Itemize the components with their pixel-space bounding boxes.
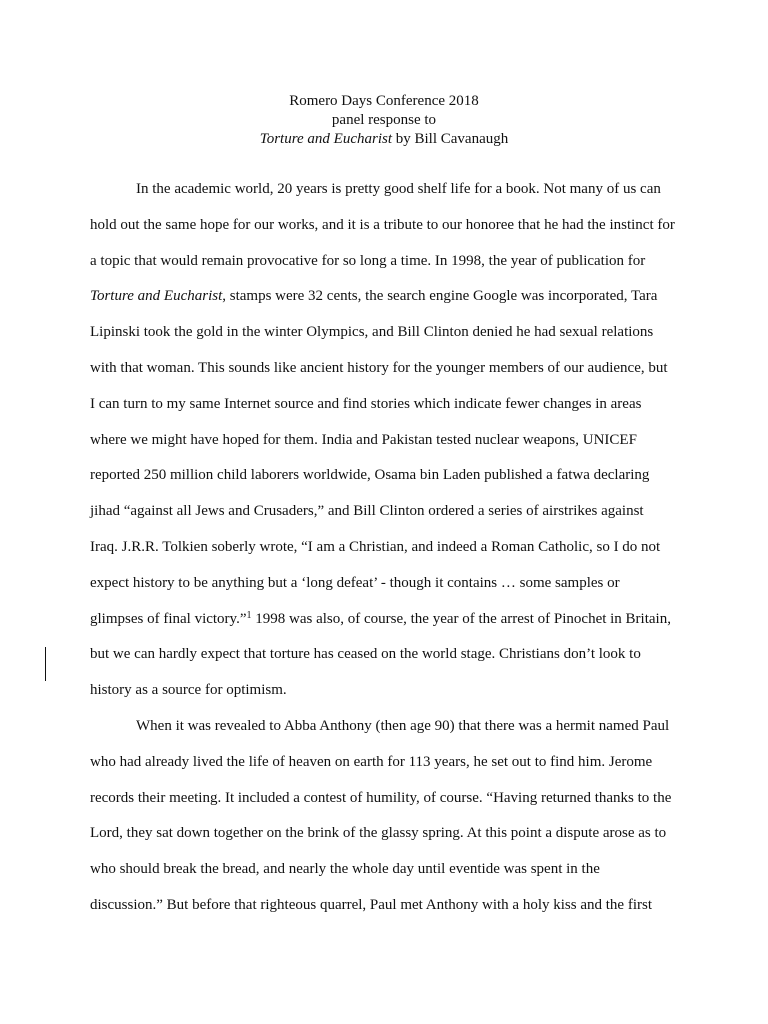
paragraph-line: discussion.” But before that righteous quarrel, Paul met Anthony with a holy kiss and the first: [90, 896, 652, 913]
paragraph-line: who should break the bread, and nearly the whole day until eventide was spent in the: [90, 861, 600, 878]
paragraph-line: reported 250 million child laborers worldwide, Osama bin Laden published a fatwa declaring: [90, 467, 650, 484]
text-cursor: [45, 647, 46, 681]
paragraph-line: Iraq. J.R.R. Tolkien soberly wrote, “I am a Christian, and indeed a Roman Catholic, so I do not: [90, 538, 661, 555]
book-author: by Bill Cavanaugh: [392, 131, 509, 147]
paragraph-line: hold out the same hope for our works, and it is a tribute to our honoree that he had the instinct for: [90, 216, 675, 233]
paragraph-text: 1998 was also, of course, the year of the arrest of Pinochet in Britain,: [251, 610, 671, 627]
paragraph-line: but we can hardly expect that torture has ceased on the world stage. Christians don’t look to: [90, 646, 641, 663]
paragraph-line: history as a source for optimism.: [90, 682, 287, 699]
paragraph-line: records their meeting. It included a contest of humility, of course. “Having returned thanks to the: [90, 789, 672, 806]
paragraph-text: glimpses of final victory.”: [90, 610, 247, 627]
paragraph-line: a topic that would remain provocative for so long a time. In 1998, the year of publication for: [90, 252, 646, 269]
footnote-marker[interactable]: 1: [246, 609, 252, 621]
paragraph-line: where we might have hoped for them. India and Pakistan tested nuclear weapons, UNICEF: [90, 431, 637, 448]
paragraph-line: When it was revealed to Abba Anthony (then age 90) that there was a hermit named Paul: [136, 717, 670, 734]
conference-title: Romero Days Conference 2018: [289, 93, 479, 109]
panel-response-line: panel response to: [331, 112, 437, 128]
paragraph-line: Lord, they sat down together on the brink of the glassy spring. At this point a dispute arose as to: [90, 825, 667, 842]
paragraph-line: jihad “against all Jews and Crusaders,” and Bill Clinton ordered a series of airstrikes against: [90, 503, 644, 520]
book-title-line: [0, 130, 768, 149]
paragraph-text: , stamps were 32 cents, the search engine Google was incorporated, Tara: [222, 288, 658, 305]
book-title-inline: Torture and Eucharist: [90, 288, 223, 305]
paragraph-line: with that woman. This sounds like ancient history for the younger members of our audience, but: [90, 359, 668, 376]
document-body: [90, 172, 690, 924]
document-header: [0, 92, 768, 149]
paragraph-line: [90, 279, 690, 315]
paragraph-line: I can turn to my same Internet source and find stories which indicate fewer changes in areas: [90, 395, 642, 412]
paragraph-line: [90, 602, 690, 638]
paragraph-line: In the academic world, 20 years is pretty good shelf life for a book. Not many of us can: [136, 181, 661, 197]
paragraph-line: Lipinski took the gold in the winter Olympics, and Bill Clinton denied he had sexual relations: [90, 324, 654, 341]
book-title: Torture and Eucharist: [259, 131, 392, 147]
paragraph-line: who had already lived the life of heaven on earth for 113 years, he set out to find him. Jerome: [90, 753, 653, 770]
paragraph-line: expect history to be anything but a ‘long defeat’ - though it contains … some samples or: [90, 574, 620, 591]
